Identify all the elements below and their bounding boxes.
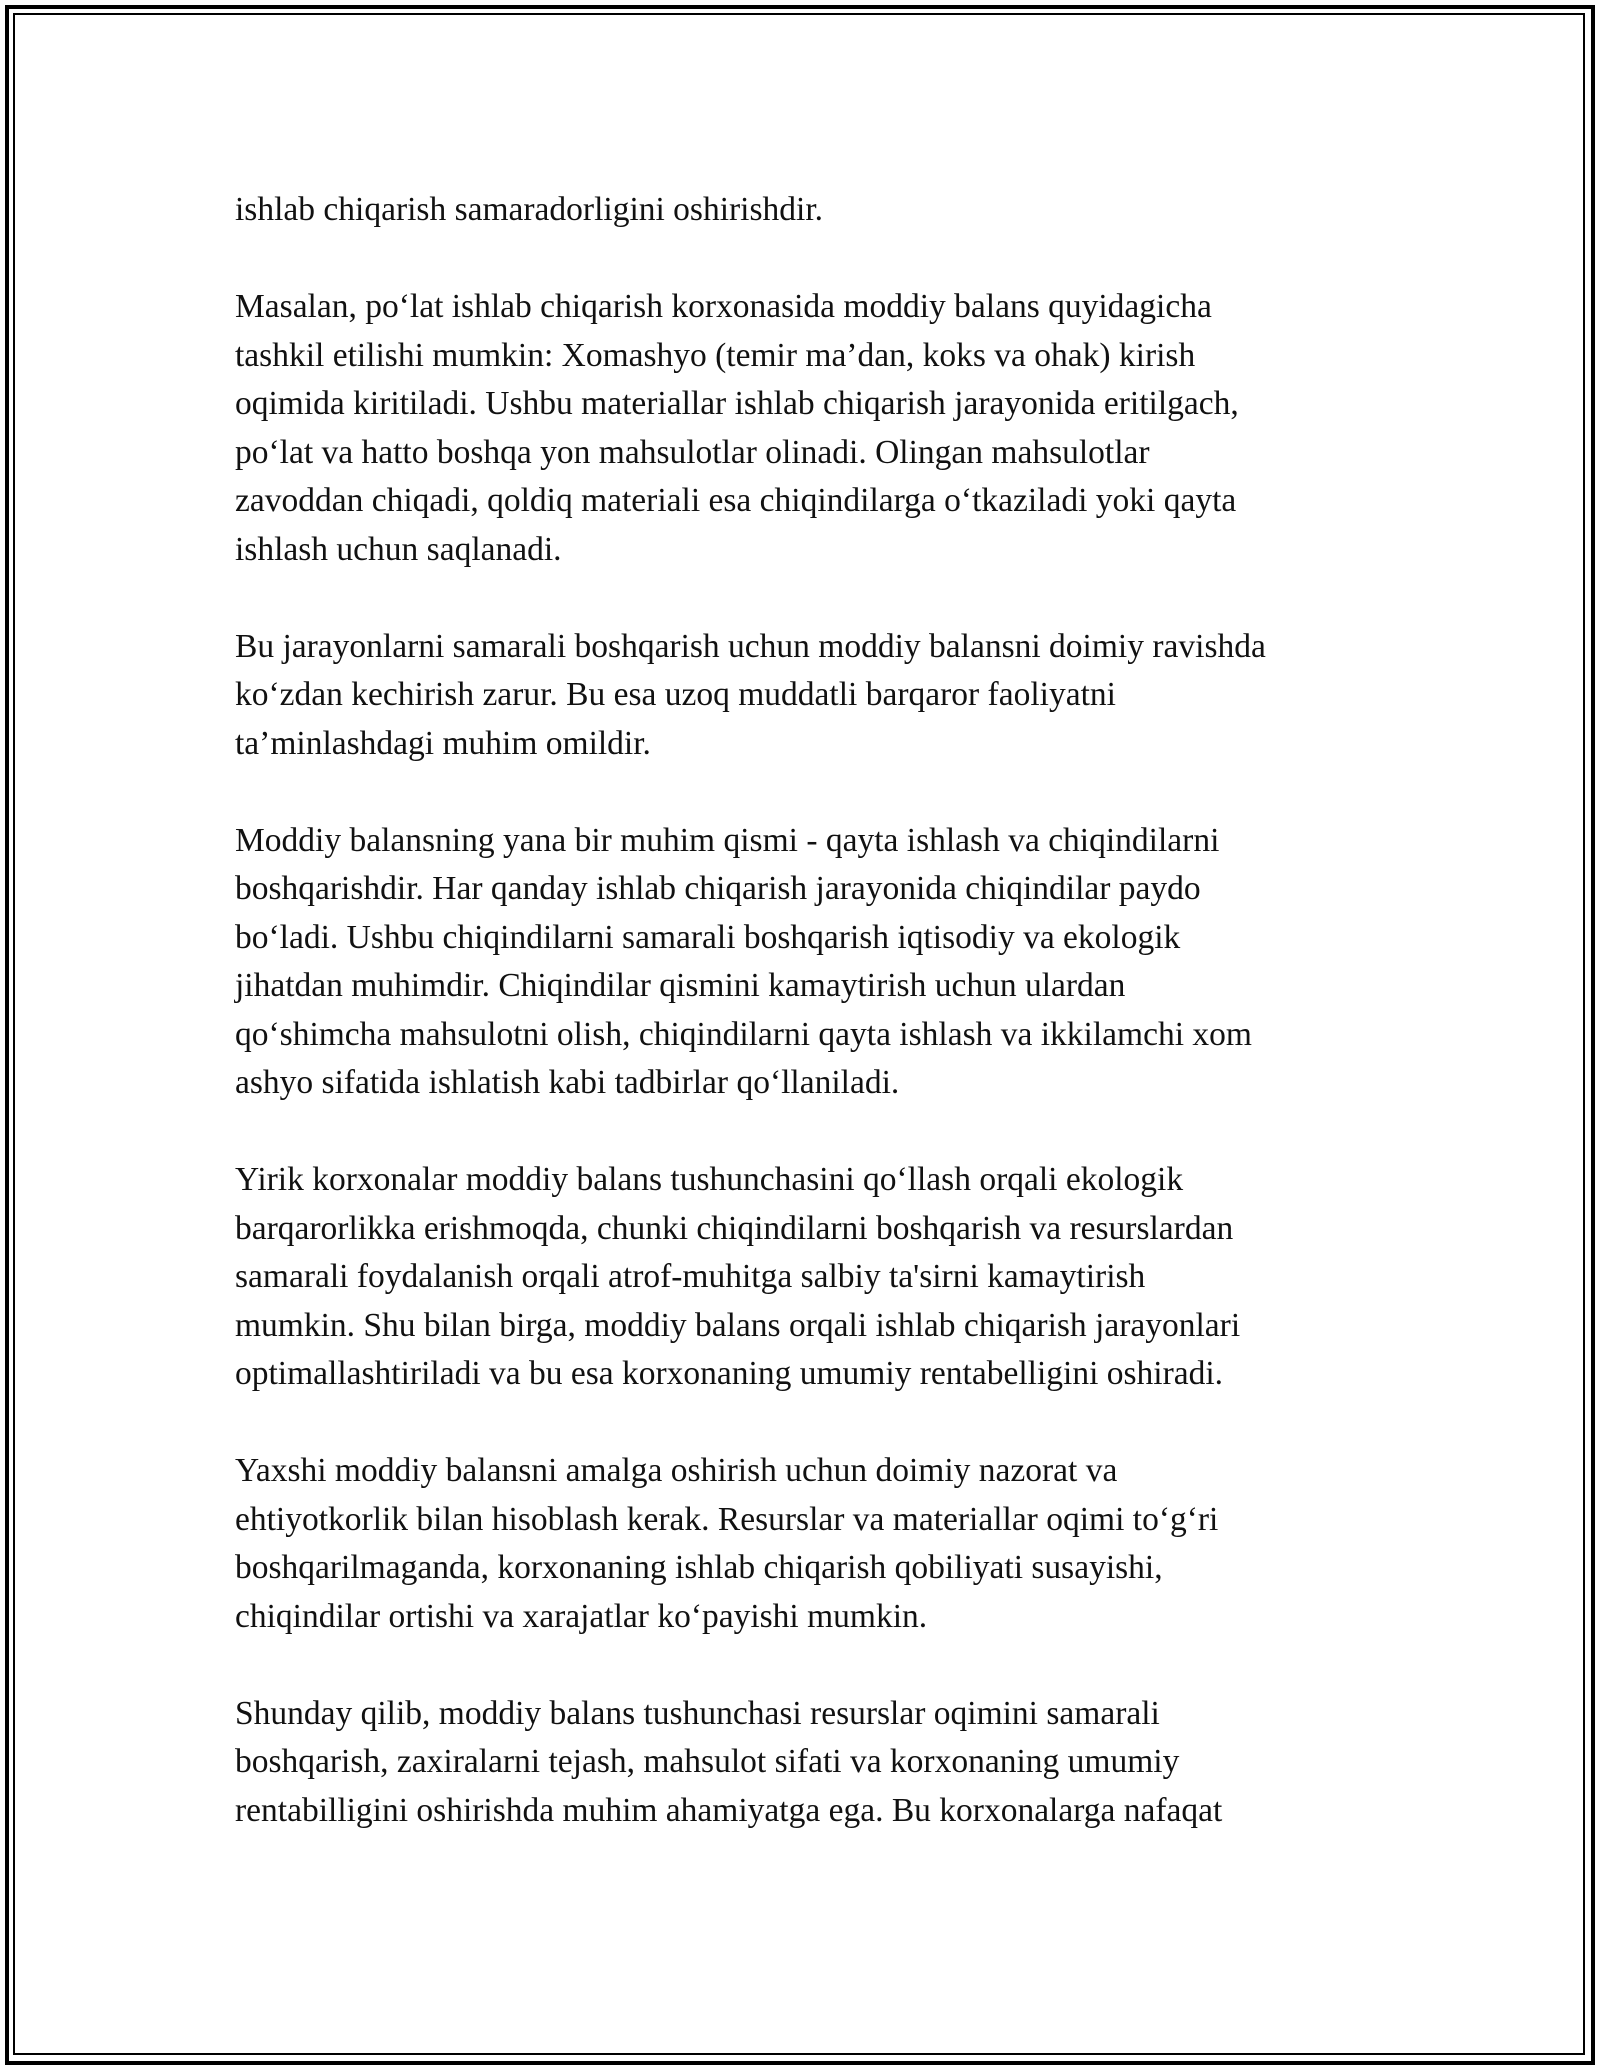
paragraph-3: Bu jarayonlarni samarali boshqarish uchun moddiy balansni doimiy ravishda ko‘zdan kechirish zarur. Bu esa uzoq muddatli barqaror faoliyatni ta’minlashdagi muhim omildir. bbox=[235, 627, 1266, 762]
paragraph-2: Masalan, po‘lat ishlab chiqarish korxonasida moddiy balans quyidagicha tashkil etilishi mumkin: Xomashyo (temir ma’dan, koks va ohak) kirish oqimida kiritiladi. Ushbu materiallar ishlab chiqarish jarayonida eritilgach, po‘lat va hatto boshqa yon mahsulotlar olinadi. Olingan mahsulotlar zavoddan chiqadi, qoldiq materiali esa chiqindilarga o‘tkaziladi yoki qayta ishlash uchun saqlanadi. bbox=[235, 288, 1239, 568]
paragraph-1: ishlab chiqarish samaradorligini oshirishdir. bbox=[235, 191, 824, 228]
paragraph-7: Shunday qilib, moddiy balans tushunchasi resurslar oqimini samarali boshqarish, zaxiralarni tejash, mahsulot sifati va korxonaning umumiy rentabilligini oshirishda muhim ahamiyatga ega. Bu korxonalarga nafaqat bbox=[235, 1694, 1223, 1829]
paragraph-4: Moddiy balansning yana bir muhim qismi - qayta ishlash va chiqindilarni boshqarishdir. Har qanday ishlab chiqarish jarayonida chiqindilar paydo bo‘ladi. Ushbu chiqindilarni samarali boshqarish iqtisodiy va ekologik jihatdan muhimdir. Chiqindilar qismini kamaytirish uchun ulardan qo‘shimcha mahsulotni olish, chiqindilarni qayta ishlash va ikkilamchi xom ashyo sifatida ishlatish kabi tadbirlar qo‘llaniladi. bbox=[235, 821, 1252, 1101]
document-body bbox=[235, 186, 1385, 1835]
paragraph-6: Yaxshi moddiy balansni amalga oshirish uchun doimiy nazorat va ehtiyotkorlik bilan hisoblash kerak. Resurslar va materiallar oqimi to‘g‘ri boshqarilmaganda, korxonaning ishlab chiqarish qobiliyati susayishi, chiqindilar ortishi va xarajatlar ko‘payishi mumkin. bbox=[235, 1452, 1219, 1635]
paragraph-5: Yirik korxonalar moddiy balans tushunchasini qo‘llash orqali ekologik barqarorlikka erishmoqda, chunki chiqindilarni boshqarish va resurslardan samarali foydalanish orqali atrof-muhitga salbiy ta'sirni kamaytirish mumkin. Shu bilan birga, moddiy balans orqali ishlab chiqarish jarayonlari optimallashtiriladi va bu esa korxonaning umumiy rentabelligini oshiradi. bbox=[235, 1161, 1241, 1392]
